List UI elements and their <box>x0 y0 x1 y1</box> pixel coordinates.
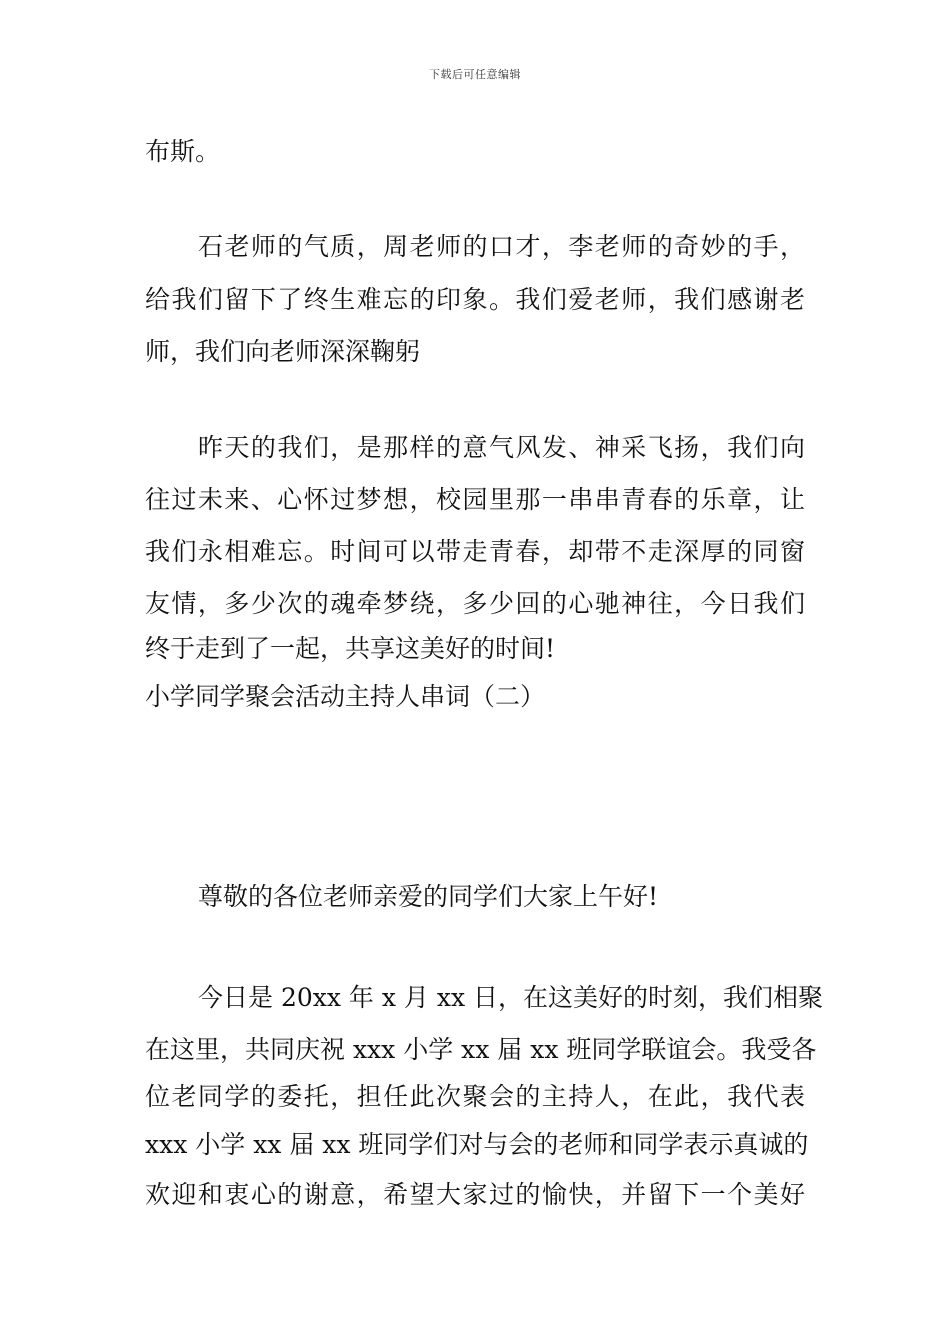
paragraph-line: 在这里，共同庆祝 xxx 小学 xx 届 xx 班同学联谊会。我受各 <box>145 1035 817 1064</box>
paragraph-line: 石老师的气质，周老师的口才，李老师的奇妙的手， <box>198 232 805 261</box>
paragraph-line: 师，我们向老师深深鞠躬 <box>145 337 421 366</box>
paragraph-line: 往过未来、心怀过梦想，校园里那一串串青春的乐章，让 <box>145 485 805 514</box>
paragraph-line: 昨天的我们，是那样的意气风发、神采飞扬，我们向 <box>198 433 805 462</box>
paragraph-line: xxx 小学 xx 届 xx 班同学们对与会的老师和同学表示真诚的 <box>145 1130 809 1159</box>
paragraph-line: 位老同学的委托，担任此次聚会的主持人，在此，我代表 <box>145 1082 805 1111</box>
section-title: 小学同学聚会活动主持人串词（二） <box>145 682 546 711</box>
paragraph-line: 欢迎和衷心的谢意，希望大家过的愉快，并留下一个美好 <box>145 1180 805 1209</box>
paragraph-line: 今日是 20xx 年 x 月 xx 日，在这美好的时刻，我们相聚 <box>198 983 823 1012</box>
paragraph-line: 终于走到了一起，共享这美好的时间! <box>145 634 556 663</box>
paragraph-line: 布斯。 <box>145 137 221 166</box>
paragraph-line: 我们永相难忘。时间可以带走青春，却带不走深厚的同窗 <box>145 537 805 566</box>
paragraph-line: 友情，多少次的魂牵梦绕，多少回的心驰神往，今日我们 <box>145 589 805 618</box>
paragraph-line: 给我们留下了终生难忘的印象。我们爱老师，我们感谢老 <box>145 285 805 314</box>
page-header: 下载后可任意编辑 <box>429 68 521 81</box>
greeting-line: 尊敬的各位老师亲爱的同学们大家上午好! <box>198 882 659 911</box>
